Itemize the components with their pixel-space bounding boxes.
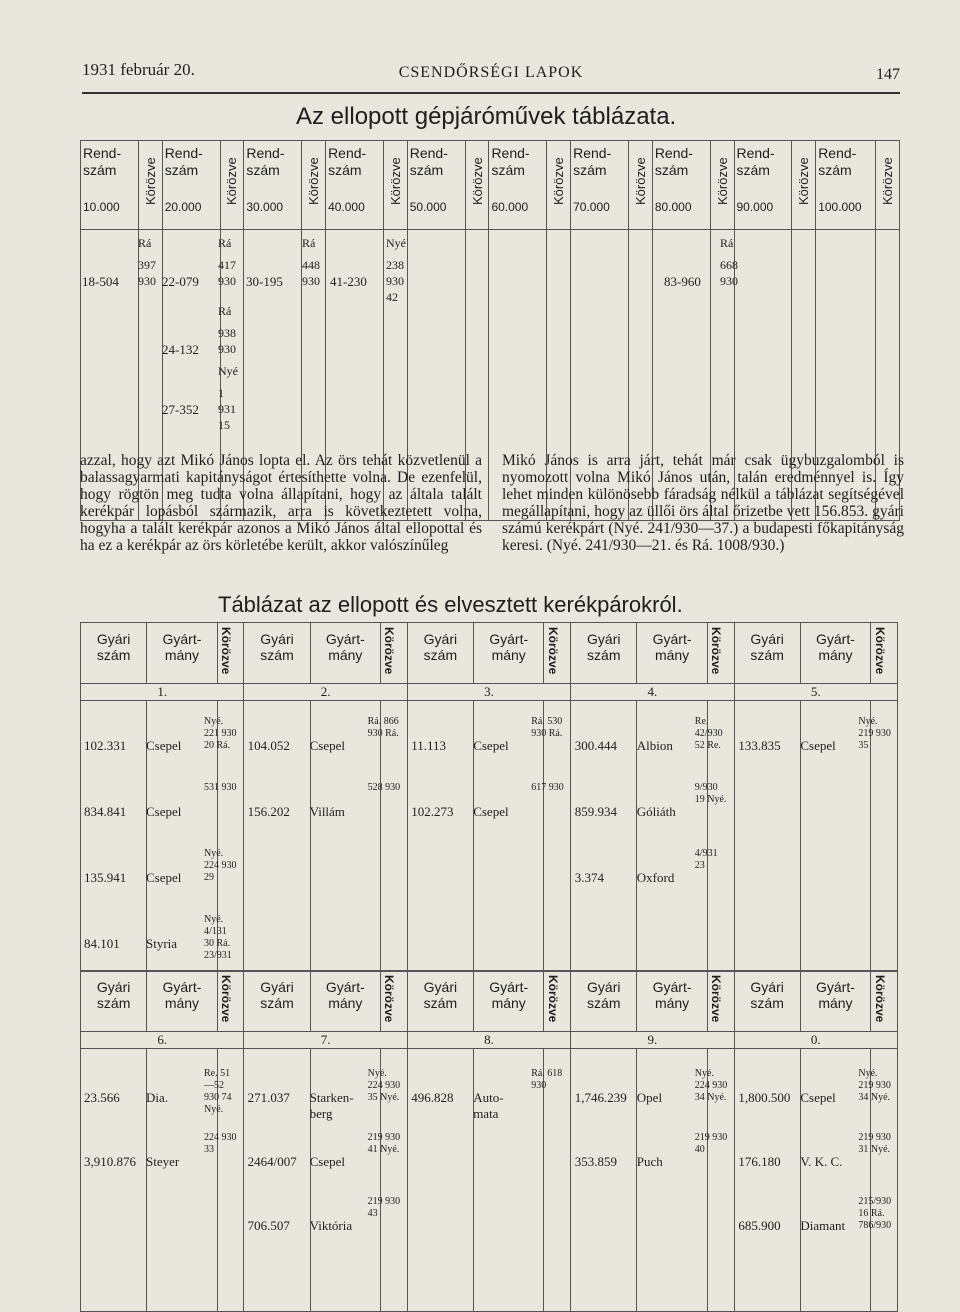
bike-korozve: Rá. 530 930 Rá. — [531, 716, 563, 739]
korozve-label: Körözve — [551, 157, 567, 205]
plate-range: 40.000 — [328, 200, 365, 214]
bike-korozve: 219 930 43 — [367, 1196, 401, 1219]
korozve-label: Körözve — [714, 157, 730, 205]
bike-serial: 156.202 — [247, 804, 290, 819]
bike-serial: 2464/007 — [247, 1154, 297, 1169]
bike-korozve: 531 930 — [204, 782, 237, 793]
plate-range: 30.000 — [246, 200, 284, 214]
plate-label: Rend- szám — [164, 145, 203, 178]
korozve-header — [465, 141, 489, 230]
korozve-header — [217, 971, 244, 1032]
bikes-table-1-5 — [80, 622, 898, 972]
page-number: 147 — [876, 66, 900, 83]
serial-header: Gyári szám — [244, 623, 310, 684]
bike-column — [571, 1049, 637, 1312]
bike-korozve: Nyé. 224 930 35 Nyé. — [367, 1068, 401, 1103]
bike-korozve: Re. 42/930 52 Re. — [694, 716, 723, 751]
plate-range: 100.000 — [818, 200, 862, 214]
plate-korozve-year: 930 — [218, 274, 236, 288]
maker-header: Gyárt- mány — [147, 971, 217, 1032]
bike-korozve: 9/930 19 Nyé. — [694, 782, 727, 805]
korozve-label: Körözve — [796, 157, 812, 205]
korozve-header — [707, 623, 734, 684]
bike-maker: Góliáth — [636, 804, 676, 819]
plate-range: 80.000 — [654, 200, 692, 214]
bike-maker: Starken- berg — [309, 1090, 354, 1121]
plate-entry: 30-195 — [246, 274, 283, 289]
bike-korozve: Nyé. 4/131 30 Rá. 23/931 — [204, 914, 232, 961]
plate-range: 90.000 — [736, 200, 774, 214]
korozve-label: Körözve — [224, 157, 240, 205]
article-text-left: azzal, hogy azt Mikó János lopta el. Az örs tehát közvetlenül a balassagyarmati kapitányságot értesíthette volna. De ezenfelül, hogy rögtön meg tudta volna állapítani, hogy az általa talált kerékpár lopásból származik, arra is következtetett volna, hogyha a talált kerékpár azonos a Mikó János által ellopottal és ha ez a kerékpár az örs körletébe került, akkor valószínűleg — [80, 452, 482, 554]
plate-entry: 22-079 — [162, 274, 199, 289]
bike-maker: Villám — [309, 804, 345, 819]
bike-column — [734, 1049, 800, 1312]
serial-header: Gyári szám — [571, 971, 637, 1032]
bike-maker: Csepel — [473, 738, 509, 753]
bike-korozve: Nyé. 221 930 20 Rá. — [204, 716, 237, 751]
bike-korozve: 617 930 — [531, 782, 564, 793]
plate-korozve-number: 397 — [138, 258, 156, 272]
bike-maker: Styria — [146, 936, 178, 951]
korozve-header — [544, 971, 571, 1032]
korozve-header — [217, 623, 244, 684]
plate-range: 20.000 — [164, 200, 202, 214]
korozve-label: Körözve — [218, 627, 233, 675]
korozve-header — [876, 141, 900, 230]
maker-header: Gyárt- mány — [800, 971, 870, 1032]
korozve-label: Körözve — [632, 157, 648, 205]
bike-maker: Csepel — [800, 1090, 836, 1105]
bike-serial: 102.331 — [84, 738, 127, 753]
group-number-cell: 4. — [571, 684, 734, 701]
serial-header: Gyári szám — [407, 623, 473, 684]
bike-maker: Auto- mata — [473, 1090, 504, 1121]
bike-serial: 104.052 — [247, 738, 290, 753]
plate-korozve-year: 930 — [138, 274, 156, 288]
plate-korozve-number: 448 — [302, 258, 320, 272]
bike-korozve: 219 930 31 Nyé. — [858, 1132, 891, 1155]
plate-label: Rend- szám — [83, 145, 122, 178]
bike-korozve: Rá. 866 930 Rá. — [367, 716, 399, 739]
bike-maker: Csepel — [146, 870, 182, 885]
korozve-label: Körözve — [306, 157, 322, 205]
korozve-header — [871, 971, 898, 1032]
plate-korozve-code: Nyé — [386, 236, 406, 250]
bike-serial: 1,746.239 — [574, 1090, 627, 1105]
bike-serial: 300.444 — [574, 738, 618, 753]
korozve-label: Körözve — [872, 627, 887, 675]
bike-maker: Csepel — [146, 804, 182, 819]
korozve-label: Körözve — [708, 627, 723, 675]
korozve-header — [547, 141, 571, 230]
maker-header: Gyárt- mány — [147, 623, 217, 684]
bike-korozve: 224 930 33 — [204, 1132, 237, 1155]
bike-serial: 859.934 — [574, 804, 618, 819]
bike-maker: Opel — [636, 1090, 663, 1105]
plate-column-header — [81, 141, 139, 230]
bike-column — [407, 1049, 473, 1312]
bike-maker: Albion — [636, 738, 673, 753]
group-number-cell: 5. — [734, 684, 898, 701]
bike-serial: 1,800.500 — [738, 1090, 791, 1105]
plate-korozve-code: Rá — [720, 236, 734, 250]
plate-korozve-year: 930 — [302, 274, 320, 288]
plate-column-header — [652, 141, 710, 230]
bike-maker: Csepel — [473, 804, 509, 819]
plate-column-header — [326, 141, 384, 230]
korozve-header — [380, 971, 407, 1032]
bike-korozve: 4/931 23 — [694, 848, 718, 871]
plate-korozve-code: Rá — [138, 236, 152, 250]
korozve-label: Körözve — [218, 975, 233, 1023]
bike-maker: Viktória — [309, 1218, 353, 1233]
bike-korozve: Re. 51—52 930 74 Nyé. — [204, 1068, 232, 1115]
bike-maker: Steyer — [146, 1154, 180, 1169]
plate-entry: 27-352 — [162, 402, 199, 417]
bike-serial: 834.841 — [84, 804, 127, 819]
korozve-label: Körözve — [142, 157, 158, 205]
bike-serial: 706.507 — [247, 1218, 290, 1233]
plate-korozve-year: 930 — [218, 342, 236, 356]
plate-column-header — [407, 141, 465, 230]
bike-maker: Csepel — [309, 738, 345, 753]
plate-label: Rend- szám — [736, 145, 775, 178]
korozve-header — [302, 141, 326, 230]
bike-column — [81, 1049, 147, 1312]
plate-korozve-code: Rá — [218, 236, 232, 250]
korozve-header — [628, 141, 652, 230]
bike-korozve: Nyé. 219 930 34 Nyé. — [858, 1068, 891, 1103]
plate-range: 70.000 — [573, 200, 610, 214]
maker-header: Gyárt- mány — [474, 971, 544, 1032]
journal-title: CSENDŐRSÉGI LAPOK — [398, 64, 584, 81]
plate-entry: 41-230 — [330, 274, 367, 289]
serial-header: Gyári szám — [734, 971, 800, 1032]
bike-serial: 685.900 — [738, 1218, 781, 1233]
korozve-header — [871, 623, 898, 684]
group-number-cell: 3. — [407, 684, 570, 701]
plate-column-header — [244, 141, 302, 230]
bike-serial: 102.273 — [411, 804, 454, 819]
group-number-cell: 2. — [244, 684, 407, 701]
serial-header: Gyári szám — [734, 623, 800, 684]
group-number-cell: 8. — [407, 1032, 570, 1049]
bike-maker: Oxford — [636, 870, 675, 885]
bike-korozve: Nyé. 219 930 35 — [858, 716, 891, 751]
plate-label: Rend- szám — [573, 145, 612, 178]
plate-entry: 24-132 — [162, 342, 199, 357]
bike-column — [244, 1049, 310, 1312]
page-header — [82, 58, 900, 94]
plate-korozve-item: 15 — [218, 418, 230, 432]
article-text-right: Mikó János is arra járt, tehát már csak ügybuzgalomból is nyomozott volna Mikó János után, talán eredménnyel is. Így lehet minden különösebb fáradság nélkül a táblázat segítségével megállapítani, hogy az üllői örs által őrizetbe vett 156.853. gyári számú kerékpárt (Nyé. 241/930—37.) a budapesti főkapitányság keresi. (Nyé. 241/930—21. és Rá. 1008/930.) — [502, 452, 904, 554]
bike-column — [544, 701, 571, 972]
group-number-cell: 6. — [81, 1032, 244, 1049]
maker-header: Gyárt- mány — [800, 623, 870, 684]
bikes-table-6-0 — [80, 970, 898, 1312]
bike-korozve: Nyé. 224 930 29 — [204, 848, 237, 883]
plate-column-header — [571, 141, 629, 230]
korozve-header — [792, 141, 816, 230]
group-number-cell: 7. — [244, 1032, 407, 1049]
korozve-header — [383, 141, 407, 230]
plate-column-header — [162, 141, 220, 230]
bike-serial: 84.101 — [84, 936, 120, 951]
group-number-cell: 9. — [571, 1032, 734, 1049]
korozve-header — [220, 141, 244, 230]
issue-date: 1931 február 20. — [82, 60, 195, 79]
plate-korozve-code: Nyé — [218, 364, 238, 378]
bike-maker: Csepel — [146, 738, 182, 753]
plate-korozve-year: 930 — [720, 274, 738, 288]
korozve-header — [544, 623, 571, 684]
korozve-header — [138, 141, 162, 230]
bike-maker: V. K. C. — [800, 1154, 843, 1169]
korozve-label: Körözve — [880, 157, 896, 205]
bikes-table-title: Táblázat az ellopott és elvesztett kerékpárokról. — [218, 592, 683, 617]
bike-serial: 133.835 — [738, 738, 781, 753]
bike-korozve: Nyé. 224 930 34 Nyé. — [694, 1068, 728, 1103]
maker-header: Gyárt- mány — [310, 971, 380, 1032]
plate-range: 50.000 — [409, 200, 447, 214]
maker-header: Gyárt- mány — [310, 623, 380, 684]
maker-header: Gyárt- mány — [637, 971, 707, 1032]
bike-serial: 3.374 — [574, 870, 605, 885]
bike-serial: 271.037 — [247, 1090, 290, 1105]
bike-serial: 353.859 — [574, 1154, 618, 1169]
group-number-cell: 1. — [81, 684, 244, 701]
plate-label: Rend- szám — [409, 145, 448, 178]
plate-korozve-number: 668 — [720, 258, 738, 272]
bike-serial: 135.941 — [84, 870, 127, 885]
korozve-label: Körözve — [545, 627, 560, 675]
bike-serial: 3,910.876 — [84, 1154, 136, 1169]
bike-serial: 176.180 — [738, 1154, 781, 1169]
korozve-label: Körözve — [381, 627, 396, 675]
serial-header: Gyári szám — [407, 971, 473, 1032]
plate-korozve-code: Rá — [302, 236, 316, 250]
korozve-header — [710, 141, 734, 230]
plate-korozve-number: 1 — [218, 386, 224, 400]
bike-korozve: 219 930 40 — [694, 1132, 728, 1155]
plate-range: 60.000 — [491, 200, 529, 214]
serial-header: Gyári szám — [571, 623, 637, 684]
bike-korozve: 215/930 16 Rá. 786/930 — [858, 1196, 892, 1231]
plate-korozve-item: 42 — [386, 290, 398, 304]
korozve-label: Körözve — [545, 975, 560, 1023]
plate-korozve-number: 238 — [386, 258, 404, 272]
plate-label: Rend- szám — [246, 145, 285, 178]
korozve-label: Körözve — [381, 975, 396, 1023]
bike-korozve: 219 930 41 Nyé. — [367, 1132, 401, 1155]
plate-korozve-year: 930 — [386, 274, 404, 288]
plate-korozve-year: 931 — [218, 402, 236, 416]
bike-maker: Puch — [636, 1154, 663, 1169]
serial-header: Gyári szám — [81, 971, 147, 1032]
bike-maker: Dia. — [146, 1090, 169, 1105]
bike-korozve: 528 930 — [367, 782, 401, 793]
plate-entry: 18-504 — [82, 274, 119, 289]
korozve-label: Körözve — [708, 975, 723, 1023]
bike-serial: 11.113 — [411, 738, 446, 753]
bike-maker: Csepel — [800, 738, 836, 753]
korozve-label: Körözve — [387, 157, 403, 205]
plate-label: Rend- szám — [654, 145, 693, 178]
plate-range: 10.000 — [83, 200, 120, 214]
maker-header: Gyárt- mány — [474, 623, 544, 684]
bike-serial: 23.566 — [84, 1090, 120, 1105]
korozve-label: Körözve — [469, 157, 485, 205]
group-number-cell: 0. — [734, 1032, 898, 1049]
bike-column — [380, 701, 407, 972]
bike-maker: Diamant — [800, 1218, 846, 1233]
plate-column-header — [489, 141, 547, 230]
plate-label: Rend- szám — [491, 145, 530, 178]
maker-header: Gyárt- mány — [637, 623, 707, 684]
serial-header: Gyári szám — [81, 623, 147, 684]
plate-label: Rend- szám — [818, 145, 857, 178]
bike-serial: 496.828 — [411, 1090, 454, 1105]
cars-table-title: Az ellopott gépjáróművek táblázata. — [296, 103, 677, 130]
plate-korozve-number: 938 — [218, 326, 236, 340]
plate-column-header — [734, 141, 792, 230]
korozve-header — [380, 623, 407, 684]
plate-korozve-number: 417 — [218, 258, 236, 272]
korozve-label: Körözve — [872, 975, 887, 1023]
plate-column-header — [816, 141, 876, 230]
bike-korozve: Rá. 618 930 — [531, 1068, 563, 1091]
korozve-header — [707, 971, 734, 1032]
serial-header: Gyári szám — [244, 971, 310, 1032]
plate-label: Rend- szám — [328, 145, 367, 178]
plate-korozve-code: Rá — [218, 304, 232, 318]
plate-entry: 83-960 — [664, 274, 701, 289]
bike-maker: Csepel — [309, 1154, 345, 1169]
